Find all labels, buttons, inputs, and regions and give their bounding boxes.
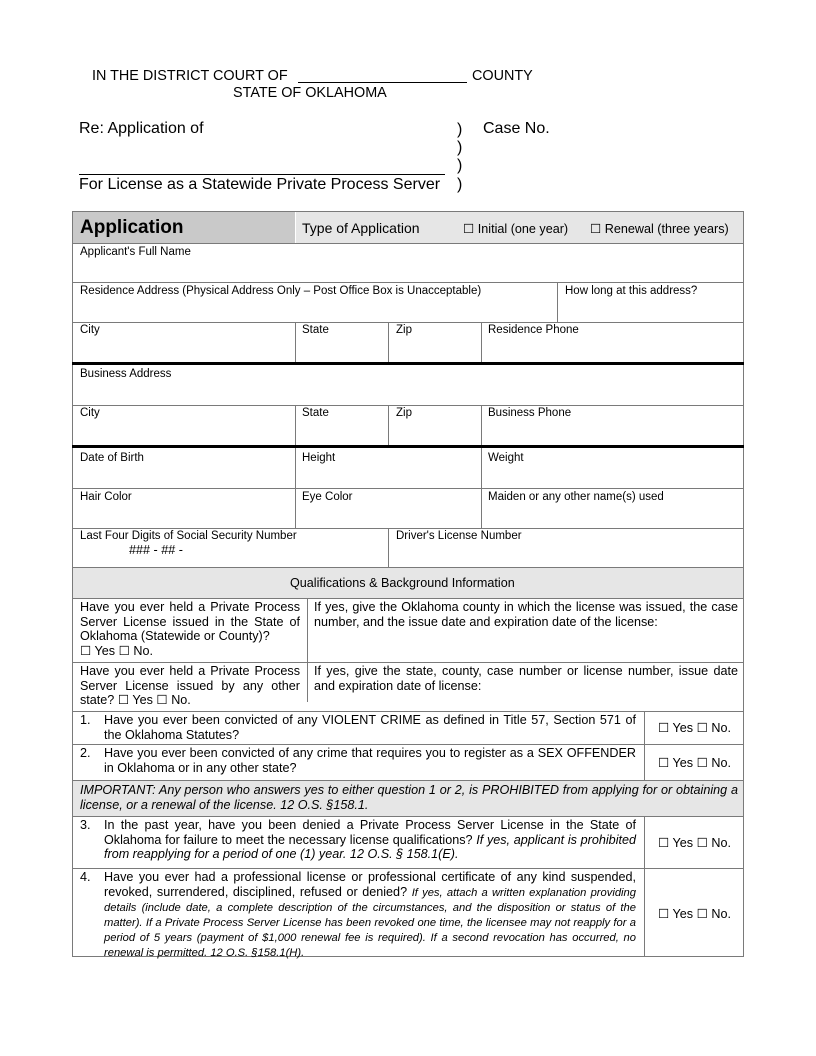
initial-checkbox[interactable]: ☐ Initial (one year)	[463, 222, 569, 236]
court-prefix: IN THE DISTRICT COURT OF	[92, 68, 288, 84]
state-label: State	[302, 324, 329, 336]
dob-label: Date of Birth	[80, 452, 144, 464]
state-line: STATE OF OKLAHOMA	[233, 85, 387, 101]
hair-color-label: Hair Color	[80, 491, 132, 503]
q3-text: In the past year, have you been denied a Private Process Server License in the State of Oklahoma for failure to meet the necessary license qualifications? If yes, applicant is prohibited from reapplying for a period of one (1) year. 12 O.S. § 158.1(E).	[104, 818, 636, 861]
q3-number: 3.	[80, 818, 91, 832]
important-notice: IMPORTANT: Any person who answers yes to either question 1 or 2, is PROHIBITED from applying for or obtaining a license, or a renewal of the license. 12 O.S. §158.1.	[80, 783, 738, 812]
business-phone-label: Business Phone	[488, 407, 572, 419]
q2-text: Have you ever been convicted of any crime that requires you to register as a SEX OFFENDER in Oklahoma or in any other state?	[104, 746, 636, 775]
ssn-mask: ### - ## -	[129, 543, 183, 557]
city-label: City	[80, 324, 100, 336]
q1-yes-no[interactable]: ☐ Yes ☐ No.	[658, 721, 731, 735]
application-title: Application	[80, 217, 184, 238]
other-license-yes-no[interactable]: ☐ Yes ☐ No.	[117, 693, 191, 707]
full-name-label: Applicant's Full Name	[80, 246, 191, 258]
q2-number: 2.	[80, 746, 91, 760]
ssn-label: Last Four Digits of Social Security Number	[80, 530, 297, 542]
maiden-name-label: Maiden or any other name(s) used	[488, 491, 664, 503]
paren-4: )	[457, 176, 463, 193]
paren-3: )	[457, 157, 463, 174]
q3-italic: If yes, applicant is prohibited from reapplying for a period of one (1) year. 12 O.S. § 158.1(E).	[104, 832, 636, 861]
section-divider-2	[72, 445, 744, 448]
for-license: For License as a Statewide Private Process Server	[79, 176, 441, 193]
ok-license-question: Have you ever held a Private Process Server License issued in the State of Oklahoma (Statewide or County)? ☐ Yes ☐ No.	[80, 600, 300, 658]
drivers-license-label: Driver's License Number	[396, 530, 522, 542]
business-zip-label: Zip	[396, 407, 412, 419]
qualifications-title: Qualifications & Background Information	[290, 576, 515, 590]
eye-color-label: Eye Color	[302, 491, 353, 503]
zip-label: Zip	[396, 324, 412, 336]
section-divider	[72, 362, 744, 365]
q3-yes-no[interactable]: ☐ Yes ☐ No.	[658, 836, 731, 850]
ok-license-yes-no[interactable]: ☐ Yes ☐ No.	[80, 643, 153, 658]
court-suffix: COUNTY	[472, 68, 533, 84]
court-line	[92, 68, 288, 84]
county-blank[interactable]	[298, 82, 467, 83]
other-license-ifyes: If yes, give the state, county, case number or license number, issue date and expiration date of license:	[314, 664, 738, 693]
applicant-name-blank[interactable]	[79, 174, 445, 175]
business-city-label: City	[80, 407, 100, 419]
q2-yes-no[interactable]: ☐ Yes ☐ No.	[658, 756, 731, 770]
height-label: Height	[302, 452, 336, 464]
how-long-label: How long at this address?	[565, 285, 698, 297]
q4-text: Have you ever had a professional license or professional certificate of any kind suspended, revoked, surrendered, disciplined, refused or denied? If yes, attach a written explanation providing details (include date, a complete description of the circumstances, and the disposition or status of the matter). If a Private Process Server License has been revoked one time, the licensee may not reapply for a period of 5 years (payment of $1,000 renewal fee is required). If a second revocation has occurred, no renewal is permitted. 12 O.S. §158.1(H).	[104, 870, 636, 960]
q4-italic: If yes, attach a written explanation providing details (include date, a complete description of the circumstances, and the disposition or status of the matter). If a Private Process Server License has been revoked one time, the licensee may not reapply for a period of 5 years (payment of $1,000 renewal fee is required). If a second revocation has occurred, no renewal is permitted. 12 O.S. §158.1(H).	[104, 886, 636, 960]
q4-number: 4.	[80, 870, 91, 884]
q4-yes-no[interactable]: ☐ Yes ☐ No.	[658, 907, 731, 921]
weight-label: Weight	[488, 452, 524, 464]
business-state-label: State	[302, 407, 329, 419]
ok-license-ifyes: If yes, give the Oklahoma county in which the license was issued, the case number, and the issue date and expiration date of the license:	[314, 600, 738, 629]
residence-phone-label: Residence Phone	[488, 324, 579, 336]
other-license-question: Have you ever held a Private Process Server License issued by any other state? ☐ Yes ☐ No.	[80, 664, 300, 707]
business-address-label: Business Address	[80, 368, 172, 380]
re-application: Re: Application of	[79, 120, 204, 137]
q1-number: 1.	[80, 713, 91, 727]
renewal-checkbox[interactable]: ☐ Renewal (three years)	[590, 222, 729, 236]
type-of-application: Type of Application	[302, 220, 420, 236]
case-no: Case No.	[483, 120, 550, 137]
q1-text: Have you ever been convicted of any VIOLENT CRIME as defined in Title 57, Section 571 of the Oklahoma Statutes?	[104, 713, 636, 742]
paren-1: )	[457, 121, 463, 138]
residence-address-label: Residence Address (Physical Address Only – Post Office Box is Unacceptable)	[80, 285, 482, 297]
paren-2: )	[457, 139, 463, 156]
